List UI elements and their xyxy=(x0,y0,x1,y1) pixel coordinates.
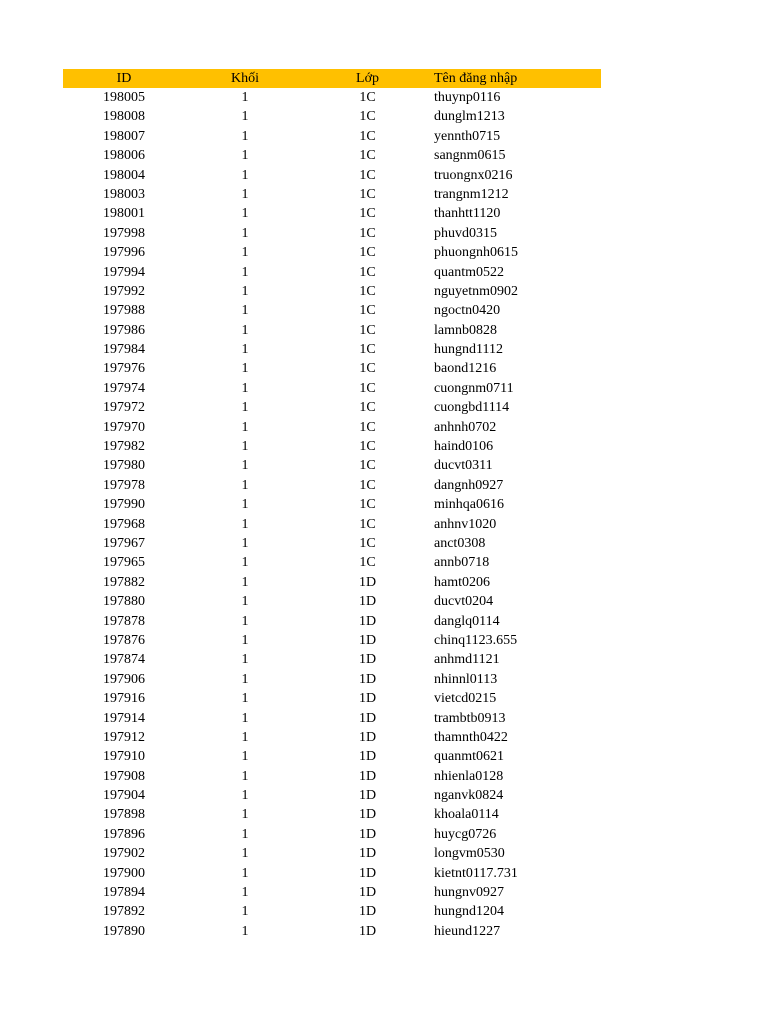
cell-lop: 1C xyxy=(359,477,376,493)
cell-id: 197904 xyxy=(103,788,145,804)
cell-id: 197965 xyxy=(103,555,145,571)
cell-id: 197906 xyxy=(103,671,145,687)
cell-lop: 1C xyxy=(359,148,376,164)
cell-khoi: 1 xyxy=(241,671,249,687)
cell-id: 197968 xyxy=(103,516,145,532)
table-row xyxy=(63,786,601,805)
cell-khoi: 1 xyxy=(241,710,249,726)
cell-id: 197878 xyxy=(103,613,145,629)
cell-khoi: 1 xyxy=(241,613,249,629)
cell-username: sangnm0615 xyxy=(434,148,506,164)
table-row xyxy=(63,418,601,437)
cell-khoi: 1 xyxy=(241,342,249,358)
cell-username: huycg0726 xyxy=(434,826,497,842)
cell-id: 197874 xyxy=(103,652,145,668)
cell-lop: 1D xyxy=(358,691,377,707)
cell-id: 197978 xyxy=(103,477,145,493)
cell-username: lamnb0828 xyxy=(434,322,497,338)
cell-id: 197986 xyxy=(103,322,145,338)
table-row xyxy=(63,495,601,514)
table-row xyxy=(63,709,601,728)
cell-username: yennth0715 xyxy=(434,128,501,144)
cell-username: thamnth0422 xyxy=(434,729,508,745)
table-row xyxy=(63,359,601,378)
cell-lop: 1C xyxy=(359,264,376,280)
cell-id: 197994 xyxy=(103,264,145,280)
cell-khoi: 1 xyxy=(241,652,249,668)
cell-id: 197876 xyxy=(103,632,145,648)
cell-lop: 1D xyxy=(358,632,377,648)
table-row xyxy=(63,844,601,863)
cell-username: cuongbd1114 xyxy=(434,400,510,416)
cell-id: 197910 xyxy=(103,749,145,765)
cell-khoi: 1 xyxy=(241,167,249,183)
cell-lop: 1D xyxy=(358,574,377,590)
cell-khoi: 1 xyxy=(241,400,249,416)
cell-khoi: 1 xyxy=(241,807,249,823)
cell-id: 197992 xyxy=(103,283,145,299)
header-khoi: Khối xyxy=(231,71,259,86)
table-row xyxy=(63,553,601,572)
cell-id: 198006 xyxy=(103,148,145,164)
cell-khoi: 1 xyxy=(241,846,249,862)
cell-lop: 1C xyxy=(359,225,376,241)
table-row xyxy=(63,728,601,747)
cell-lop: 1D xyxy=(358,904,377,920)
cell-khoi: 1 xyxy=(241,264,249,280)
cell-lop: 1C xyxy=(359,497,376,513)
table-row xyxy=(63,631,601,650)
cell-username: annb0718 xyxy=(434,555,490,571)
cell-id: 197996 xyxy=(103,245,145,261)
cell-khoi: 1 xyxy=(241,923,249,939)
cell-lop: 1C xyxy=(359,419,376,435)
cell-lop: 1D xyxy=(358,652,377,668)
cell-id: 198008 xyxy=(103,109,145,125)
cell-lop: 1C xyxy=(359,516,376,532)
cell-khoi: 1 xyxy=(241,458,249,474)
cell-lop: 1D xyxy=(358,923,377,939)
cell-khoi: 1 xyxy=(241,439,249,455)
cell-khoi: 1 xyxy=(241,245,249,261)
table-row xyxy=(63,864,601,883)
cell-username: trangnm1212 xyxy=(434,186,509,202)
table-row xyxy=(63,573,601,592)
table-row xyxy=(63,321,601,340)
cell-khoi: 1 xyxy=(241,497,249,513)
table-row xyxy=(63,805,601,824)
cell-id: 197980 xyxy=(103,458,145,474)
cell-id: 197882 xyxy=(103,574,145,590)
cell-id: 197914 xyxy=(103,710,145,726)
cell-username: quantm0522 xyxy=(434,264,504,280)
cell-lop: 1C xyxy=(359,186,376,202)
cell-username: dunglm1213 xyxy=(434,109,505,125)
cell-username: hieund1227 xyxy=(434,923,501,939)
cell-username: thanhtt1120 xyxy=(434,206,501,222)
cell-khoi: 1 xyxy=(241,148,249,164)
cell-lop: 1C xyxy=(359,167,376,183)
cell-id: 197892 xyxy=(103,904,145,920)
cell-lop: 1C xyxy=(359,400,376,416)
cell-id: 197998 xyxy=(103,225,145,241)
cell-lop: 1C xyxy=(359,283,376,299)
cell-username: hamt0206 xyxy=(434,574,490,590)
table-row xyxy=(63,204,601,223)
cell-khoi: 1 xyxy=(241,594,249,610)
cell-khoi: 1 xyxy=(241,303,249,319)
table-row xyxy=(63,670,601,689)
cell-khoi: 1 xyxy=(241,283,249,299)
cell-id: 197916 xyxy=(103,691,145,707)
table-row xyxy=(63,243,601,262)
cell-username: nguyetnm0902 xyxy=(434,283,518,299)
cell-id: 197898 xyxy=(103,807,145,823)
cell-khoi: 1 xyxy=(241,555,249,571)
cell-lop: 1C xyxy=(359,342,376,358)
cell-id: 197974 xyxy=(103,380,145,396)
cell-id: 197902 xyxy=(103,846,145,862)
cell-khoi: 1 xyxy=(241,904,249,920)
cell-lop: 1D xyxy=(358,613,377,629)
cell-username: phuongnh0615 xyxy=(434,245,518,261)
cell-khoi: 1 xyxy=(241,516,249,532)
cell-lop: 1C xyxy=(359,206,376,222)
cell-username: anhnh0702 xyxy=(434,419,497,435)
cell-id: 197984 xyxy=(103,342,145,358)
cell-khoi: 1 xyxy=(241,225,249,241)
table-row xyxy=(63,398,601,417)
cell-id: 197900 xyxy=(103,865,145,881)
table-header-row xyxy=(63,69,601,88)
header-username-text: Tên đăng nhập xyxy=(434,71,518,86)
cell-id: 197880 xyxy=(103,594,145,610)
table-row xyxy=(63,922,601,941)
cell-id: 197990 xyxy=(103,497,145,513)
table-row xyxy=(63,767,601,786)
cell-username: vietcd0215 xyxy=(434,691,497,707)
cell-khoi: 1 xyxy=(241,109,249,125)
cell-username: thuynp0116 xyxy=(434,90,501,105)
table-row xyxy=(63,146,601,165)
cell-lop: 1C xyxy=(359,439,376,455)
cell-khoi: 1 xyxy=(241,691,249,707)
cell-username: nganvk0824 xyxy=(434,788,504,804)
table-row xyxy=(63,340,601,359)
table-row xyxy=(63,263,601,282)
cell-id: 197967 xyxy=(103,535,145,551)
cell-id: 198007 xyxy=(103,128,145,144)
cell-khoi: 1 xyxy=(241,361,249,377)
cell-lop: 1D xyxy=(358,865,377,881)
cell-id: 197982 xyxy=(103,439,145,455)
table-row xyxy=(63,650,601,669)
table-row xyxy=(63,515,601,534)
table-row xyxy=(63,107,601,126)
table-row xyxy=(63,883,601,902)
cell-lop: 1D xyxy=(358,710,377,726)
cell-lop: 1C xyxy=(359,555,376,571)
cell-khoi: 1 xyxy=(241,885,249,901)
cell-username: anct0308 xyxy=(434,535,486,551)
user-table xyxy=(63,69,601,941)
cell-id: 198005 xyxy=(103,90,145,105)
cell-username: chinq1123.655 xyxy=(434,632,518,648)
cell-khoi: 1 xyxy=(241,206,249,222)
header-lop: Lớp xyxy=(356,71,379,86)
cell-lop: 1C xyxy=(359,458,376,474)
cell-username: hungnv0927 xyxy=(434,885,504,901)
header-id: ID xyxy=(116,71,132,86)
cell-username: baond1216 xyxy=(434,361,497,377)
cell-khoi: 1 xyxy=(241,729,249,745)
cell-khoi: 1 xyxy=(241,477,249,493)
cell-username: hungnd1204 xyxy=(434,904,504,920)
cell-khoi: 1 xyxy=(241,574,249,590)
cell-id: 197894 xyxy=(103,885,145,901)
table-row xyxy=(63,476,601,495)
cell-id: 197970 xyxy=(103,419,145,435)
cell-username: kietnt0117.731 xyxy=(434,865,518,881)
cell-lop: 1D xyxy=(358,788,377,804)
cell-lop: 1D xyxy=(358,846,377,862)
cell-khoi: 1 xyxy=(241,380,249,396)
cell-khoi: 1 xyxy=(241,419,249,435)
cell-username: ducvt0204 xyxy=(434,594,494,610)
cell-id: 197988 xyxy=(103,303,145,319)
cell-username: minhqa0616 xyxy=(434,497,504,513)
cell-lop: 1C xyxy=(359,109,376,125)
cell-lop: 1D xyxy=(358,768,377,784)
cell-lop: 1D xyxy=(358,729,377,745)
cell-lop: 1C xyxy=(359,380,376,396)
cell-lop: 1C xyxy=(359,128,376,144)
cell-username: phuvd0315 xyxy=(434,225,497,241)
cell-username: ngoctn0420 xyxy=(434,303,501,319)
cell-khoi: 1 xyxy=(241,535,249,551)
cell-username: quanmt0621 xyxy=(434,749,504,765)
cell-lop: 1C xyxy=(359,535,376,551)
table-row xyxy=(63,612,601,631)
table-row xyxy=(63,747,601,766)
cell-id: 197912 xyxy=(103,729,145,745)
cell-khoi: 1 xyxy=(241,826,249,842)
cell-khoi: 1 xyxy=(241,632,249,648)
cell-username: anhnv1020 xyxy=(434,516,497,532)
cell-lop: 1C xyxy=(359,245,376,261)
cell-username: cuongnm0711 xyxy=(434,380,514,396)
table-row xyxy=(63,185,601,204)
cell-lop: 1D xyxy=(358,749,377,765)
table-row xyxy=(63,127,601,146)
table-row xyxy=(63,166,601,185)
header-username xyxy=(430,69,601,88)
cell-username: danglq0114 xyxy=(434,613,500,629)
table-row xyxy=(63,902,601,921)
cell-lop: 1C xyxy=(359,90,376,105)
table-row xyxy=(63,379,601,398)
table-row xyxy=(63,825,601,844)
cell-khoi: 1 xyxy=(241,128,249,144)
cell-username: nhienla0128 xyxy=(434,768,504,784)
table-row xyxy=(63,224,601,243)
cell-id: 197908 xyxy=(103,768,145,784)
cell-id: 197890 xyxy=(103,923,145,939)
cell-id: 197896 xyxy=(103,826,145,842)
table-body xyxy=(63,88,601,941)
table-row xyxy=(63,88,601,107)
table-row xyxy=(63,301,601,320)
cell-id: 197972 xyxy=(103,400,145,416)
cell-khoi: 1 xyxy=(241,749,249,765)
cell-username: truongnx0216 xyxy=(434,167,513,183)
table-row xyxy=(63,437,601,456)
table-row xyxy=(63,456,601,475)
table-row xyxy=(63,689,601,708)
cell-username: nhinnl0113 xyxy=(434,671,498,687)
cell-khoi: 1 xyxy=(241,768,249,784)
cell-khoi: 1 xyxy=(241,186,249,202)
cell-lop: 1D xyxy=(358,671,377,687)
cell-lop: 1D xyxy=(358,885,377,901)
cell-lop: 1D xyxy=(358,594,377,610)
cell-khoi: 1 xyxy=(241,90,249,105)
cell-username: anhmd1121 xyxy=(434,652,500,668)
cell-username: haind0106 xyxy=(434,439,494,455)
cell-khoi: 1 xyxy=(241,865,249,881)
cell-lop: 1D xyxy=(358,807,377,823)
cell-lop: 1C xyxy=(359,322,376,338)
table-row xyxy=(63,592,601,611)
cell-id: 197976 xyxy=(103,361,145,377)
cell-lop: 1C xyxy=(359,361,376,377)
cell-id: 198003 xyxy=(103,186,145,202)
cell-username: dangnh0927 xyxy=(434,477,504,493)
cell-khoi: 1 xyxy=(241,788,249,804)
cell-khoi: 1 xyxy=(241,322,249,338)
cell-username: hungnd1112 xyxy=(434,342,503,358)
cell-username: longvm0530 xyxy=(434,846,505,862)
cell-username: khoala0114 xyxy=(434,807,499,823)
cell-username: trambtb0913 xyxy=(434,710,506,726)
cell-username: ducvt0311 xyxy=(434,458,493,474)
cell-id: 198001 xyxy=(103,206,145,222)
cell-lop: 1C xyxy=(359,303,376,319)
table-row xyxy=(63,534,601,553)
cell-lop: 1D xyxy=(358,826,377,842)
table-row xyxy=(63,282,601,301)
cell-id: 198004 xyxy=(103,167,145,183)
